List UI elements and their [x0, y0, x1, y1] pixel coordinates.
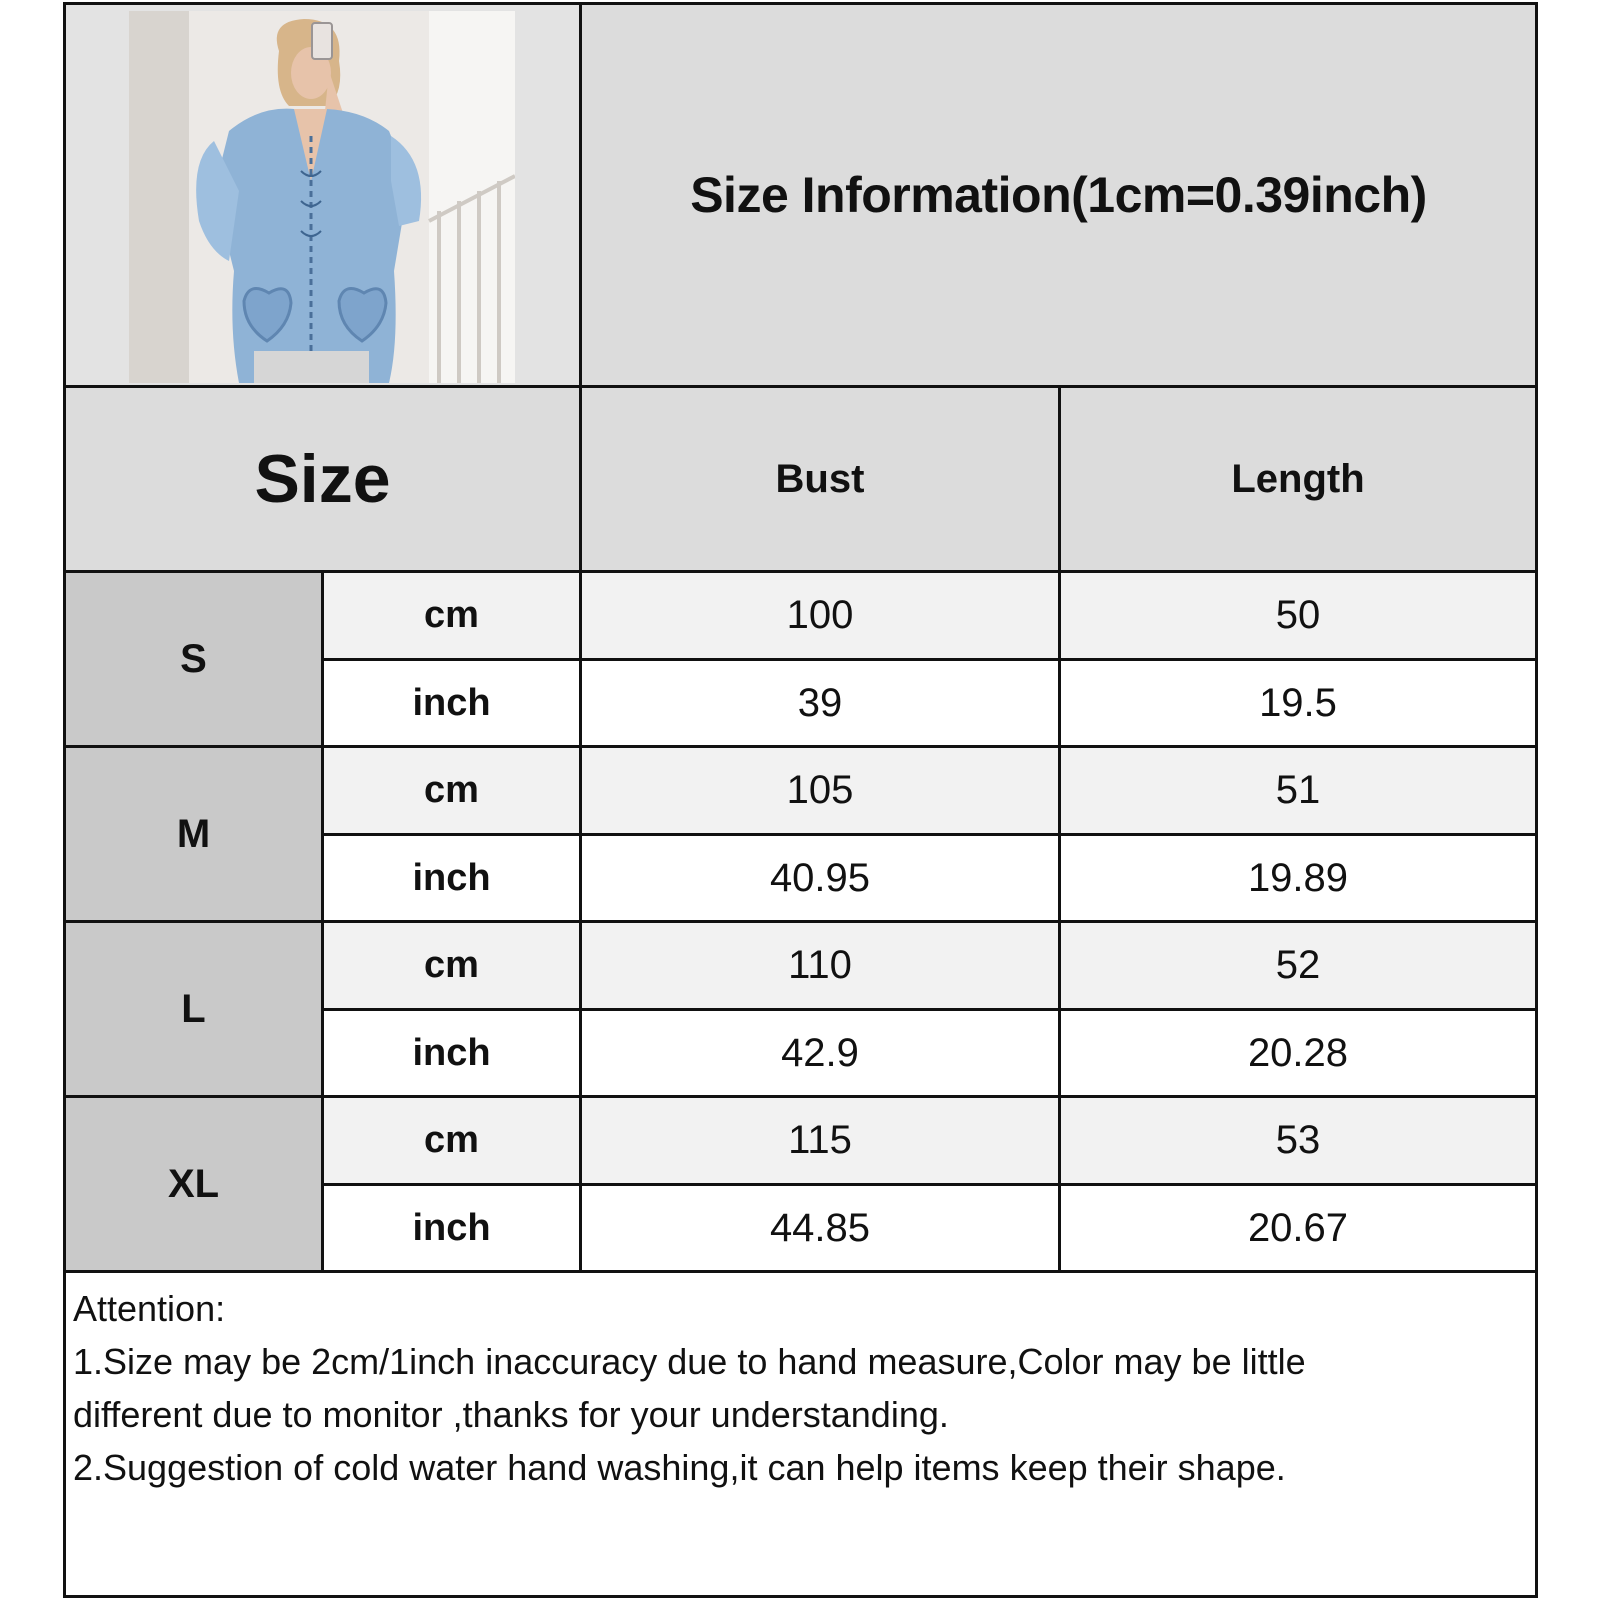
- grid-line: [66, 1270, 1535, 1273]
- length-value: 19.5: [1061, 661, 1535, 745]
- bust-value: 40.95: [582, 836, 1058, 920]
- length-value: 50: [1061, 573, 1535, 658]
- note-line: different due to monitor ,thanks for your understanding.: [73, 1394, 949, 1435]
- grid-line: [66, 385, 1535, 388]
- size-chart: [63, 2, 1538, 1598]
- grid-line: [1058, 388, 1061, 1273]
- size-label-s: S: [66, 573, 321, 745]
- unit-cm: cm: [324, 748, 579, 833]
- bust-value: 115: [582, 1098, 1058, 1183]
- bust-value: 44.85: [582, 1186, 1058, 1270]
- size-label-l: L: [66, 923, 321, 1095]
- grid-line: [66, 570, 1535, 573]
- header-length: Length: [1061, 388, 1535, 570]
- header-size: Size: [66, 388, 579, 570]
- note-line: 1.Size may be 2cm/1inch inaccuracy due to hand measure,Color may be little: [73, 1341, 1306, 1382]
- grid-line: [579, 5, 582, 1273]
- header-bust: Bust: [582, 388, 1058, 570]
- grid-line: [324, 1008, 1535, 1011]
- size-info-title: Size Information(1cm=0.39inch): [690, 167, 1427, 223]
- product-photo: [129, 11, 515, 383]
- bust-value: 39: [582, 661, 1058, 745]
- length-value: 52: [1061, 923, 1535, 1008]
- bust-value: 110: [582, 923, 1058, 1008]
- note-line: 2.Suggestion of cold water hand washing,it can help items keep their shape.: [73, 1447, 1286, 1488]
- attention-notes: [73, 1282, 1528, 1494]
- length-value: 53: [1061, 1098, 1535, 1183]
- length-value: 19.89: [1061, 836, 1535, 920]
- unit-cm: cm: [324, 1098, 579, 1183]
- unit-inch: inch: [324, 836, 579, 920]
- length-value: 20.28: [1061, 1011, 1535, 1095]
- unit-inch: inch: [324, 1011, 579, 1095]
- length-value: 20.67: [1061, 1186, 1535, 1270]
- grid-line: [321, 573, 324, 1273]
- unit-cm: cm: [324, 923, 579, 1008]
- size-label-m: M: [66, 748, 321, 920]
- unit-cm: cm: [324, 573, 579, 658]
- bust-value: 105: [582, 748, 1058, 833]
- grid-line: [66, 1095, 1535, 1098]
- grid-line: [66, 745, 1535, 748]
- grid-line: [324, 1183, 1535, 1186]
- product-photo-cell: [66, 5, 579, 385]
- grid-line: [324, 658, 1535, 661]
- length-value: 51: [1061, 748, 1535, 833]
- notes-heading: Attention:: [73, 1288, 226, 1329]
- size-label-xl: XL: [66, 1098, 321, 1270]
- title-cell: [582, 5, 1535, 385]
- bust-value: 100: [582, 573, 1058, 658]
- grid-line: [66, 920, 1535, 923]
- bust-value: 42.9: [582, 1011, 1058, 1095]
- grid-line: [324, 833, 1535, 836]
- unit-inch: inch: [324, 1186, 579, 1270]
- unit-inch: inch: [324, 661, 579, 745]
